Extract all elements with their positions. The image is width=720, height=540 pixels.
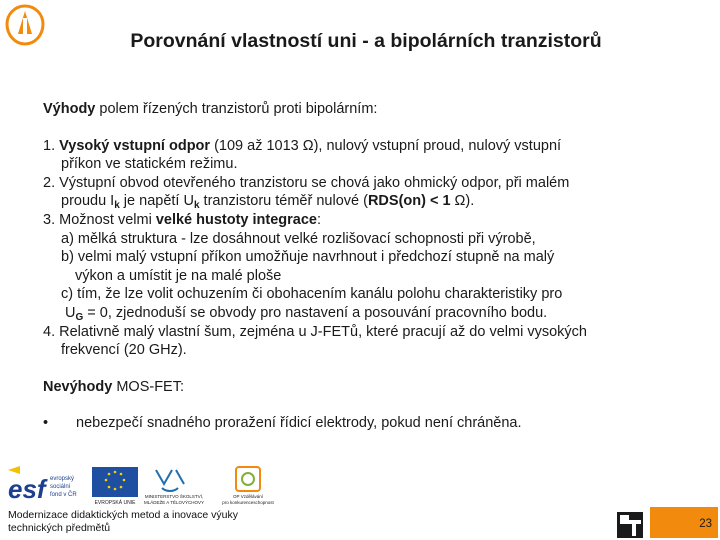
faculty-logo-icon <box>617 512 643 538</box>
advantage-3b: b) velmi malý vstupní příkon umožňuje navrhnout i předchozí stupně na malý <box>61 249 555 266</box>
bullet-icon: • <box>43 415 49 432</box>
advantage-2-cont: proudu $I_k$ je napětí $U_k$ tranzistoru téměř nulové (RDS(on) < 1 Ω). <box>61 193 475 212</box>
advantage-3b-cont: výkon a umístit je na malé ploše <box>75 267 282 284</box>
advantage-1: 1. Vysoký vstupní odpor (109 až 1013 Ω), nulový vstupní proud, nulový vstupní <box>43 137 562 154</box>
page-number-box <box>650 507 718 538</box>
disadvantage-text: nebezpečí snadného proražení řídicí elektrody, pokud není chráněna. <box>76 415 522 432</box>
advantage-3c: c) tím, že lze volit ochuzením či obohacením kanálu polohu charakteristiky pro <box>61 286 563 303</box>
svg-text:evropský: evropský <box>50 476 75 482</box>
svg-text:MLÁDEŽE A TĚLOVÝCHOVY: MLÁDEŽE A TĚLOVÝCHOVY <box>144 500 204 505</box>
svg-text:sociální: sociální <box>50 484 71 490</box>
eu-flag-logo <box>92 467 138 506</box>
slide-title: Porovnání vlastností uni - a bipolárních tranzistorů <box>130 30 602 52</box>
disadvantages-intro: Nevýhody MOS-FET: <box>43 378 185 395</box>
page-number: 23 <box>699 518 712 530</box>
op-vk-logo <box>222 467 274 505</box>
advantage-1-cont: příkon ve statickém režimu. <box>61 156 238 173</box>
footer-project-name: Modernizace didaktických metod a inovace výuky technických předmětů <box>8 509 238 534</box>
funding-logos <box>6 464 296 506</box>
svg-text:fond v ČR: fond v ČR <box>50 492 77 498</box>
slide-content <box>43 100 683 433</box>
svg-text:OP Vzdělávání: OP Vzdělávání <box>233 494 263 499</box>
svg-text:pro konkurenceschopnost: pro konkurenceschopnost <box>222 500 274 505</box>
svg-text:MINISTERSTVO ŠKOLSTVÍ,: MINISTERSTVO ŠKOLSTVÍ, <box>144 494 204 499</box>
advantage-4: 4. Relativně malý vlastní šum, zejména u J-FETů, které pracují až do velmi vysokých <box>43 323 587 340</box>
advantage-3: 3. Možnost velmi velké hustoty integrace: <box>43 211 322 228</box>
msmt-logo <box>144 470 204 505</box>
advantage-4-cont: frekvencí (20 GHz). <box>61 342 187 359</box>
advantage-3c-cont: $U_G = 0$, zjednoduší se obvody pro nastavení a posouvání pracovního bodu. <box>65 304 548 323</box>
advantages-intro: Výhody polem řízených tranzistorů proti bipolárním: <box>43 101 378 117</box>
svg-text:esf: esf <box>8 474 46 504</box>
advantage-3a: a) mělká struktura - lze dosáhnout velké rozlišovací schopnosti při výrobě, <box>61 230 536 247</box>
advantage-2: 2. Výstupní obvod otevřeného tranzistoru se chová jako ohmický odpor, při malém <box>43 174 570 191</box>
svg-text:EVROPSKÁ UNIE: EVROPSKÁ UNIE <box>94 500 136 506</box>
esf-logo <box>6 466 84 506</box>
disadvantage-item <box>43 414 683 433</box>
